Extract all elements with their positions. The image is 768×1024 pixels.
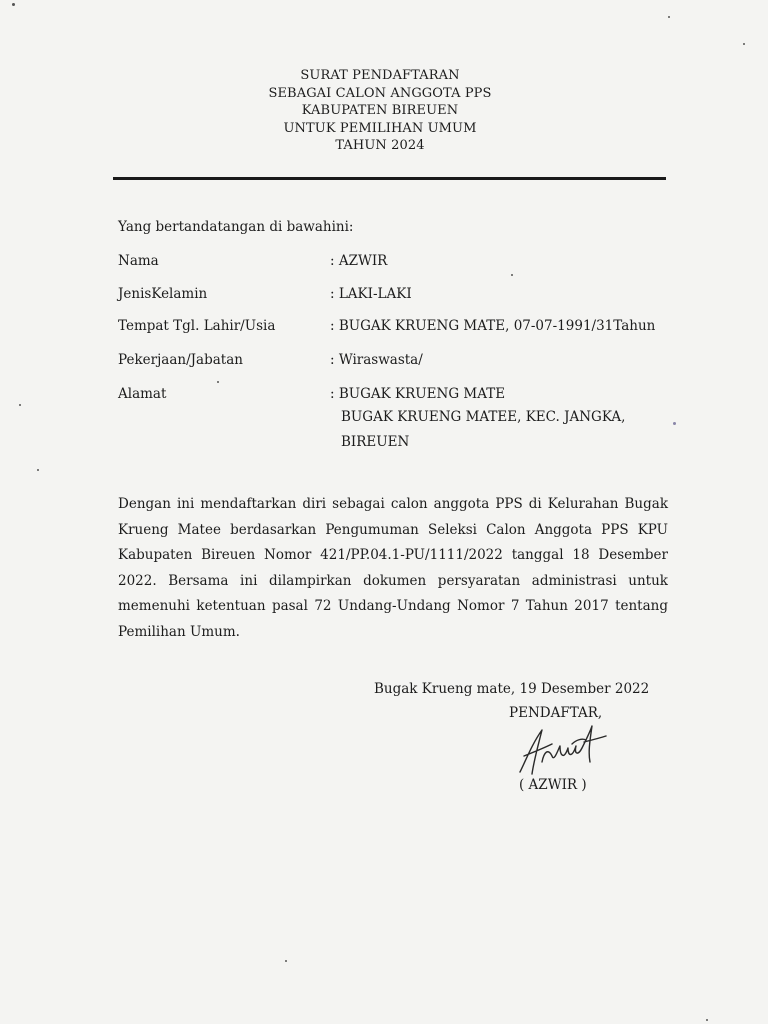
address-line-3: BIREUEN xyxy=(341,434,410,450)
header-line-3: KABUPATEN BIREUEN xyxy=(301,103,459,118)
body-paragraph: Dengan ini mendaftarkan diri sebagai calon anggota PPS di Kelurahan Bugak Krueng Matee berdasarkan Pengumuman Seleksi Calon Anggota PPS KPU Kabupaten Bireuen Nomor 421/PP.04.1-PU/1111/2022 tanggal 18 Desember 2022. Bersama ini dilampirkan dokumen persyaratan administrasi untuk memenuhi ketentuan pasal 72 Undang-Undang Nomor 7 Tahun 2017 tentang Pemilihan Umum. xyxy=(118,496,668,640)
place-date: Bugak Krueng mate, 19 Desember 2022 xyxy=(374,681,650,697)
address-line-2: BUGAK KRUENG MATEE, KEC. JANGKA, xyxy=(341,409,626,425)
paper-speck xyxy=(37,469,39,471)
paper-speck xyxy=(673,422,676,425)
paper-speck xyxy=(511,274,513,276)
header-line-5: TAHUN 2024 xyxy=(335,138,425,153)
paper-speck xyxy=(19,404,21,406)
handwritten-signature xyxy=(512,722,610,782)
paper-speck xyxy=(285,960,287,962)
field-label: Tempat Tgl. Lahir/Usia xyxy=(118,318,276,334)
field-label: Pekerjaan/Jabatan xyxy=(118,352,243,368)
field-label: JenisKelamin xyxy=(118,286,208,302)
field-label: Nama xyxy=(118,253,159,269)
header-line-4: UNTUK PEMILIHAN UMUM xyxy=(283,120,477,136)
header-divider xyxy=(113,177,666,180)
field-label: Alamat xyxy=(118,386,167,402)
field-value: : BUGAK KRUENG MATE xyxy=(330,386,506,402)
letter-header xyxy=(180,67,580,155)
intro-text: Yang bertandatangan di bawahini: xyxy=(118,219,354,235)
paper-speck xyxy=(217,381,219,383)
paper-speck xyxy=(743,43,745,45)
signer-role: PENDAFTAR, xyxy=(509,705,603,721)
paper-speck xyxy=(12,3,15,6)
field-value: : Wiraswasta/ xyxy=(330,352,423,368)
header-line-1: SURAT PENDAFTARAN xyxy=(300,68,460,83)
field-value: : LAKI-LAKI xyxy=(330,286,412,302)
header-line-2: SEBAGAI CALON ANGGOTA PPS xyxy=(268,85,492,101)
field-value: : AZWIR xyxy=(330,253,388,269)
paper-speck xyxy=(706,1019,708,1021)
field-value: : BUGAK KRUENG MATE, 07-07-1991/31Tahun xyxy=(330,318,656,334)
signer-name: ( AZWIR ) xyxy=(519,777,587,793)
paper-speck xyxy=(668,16,670,18)
